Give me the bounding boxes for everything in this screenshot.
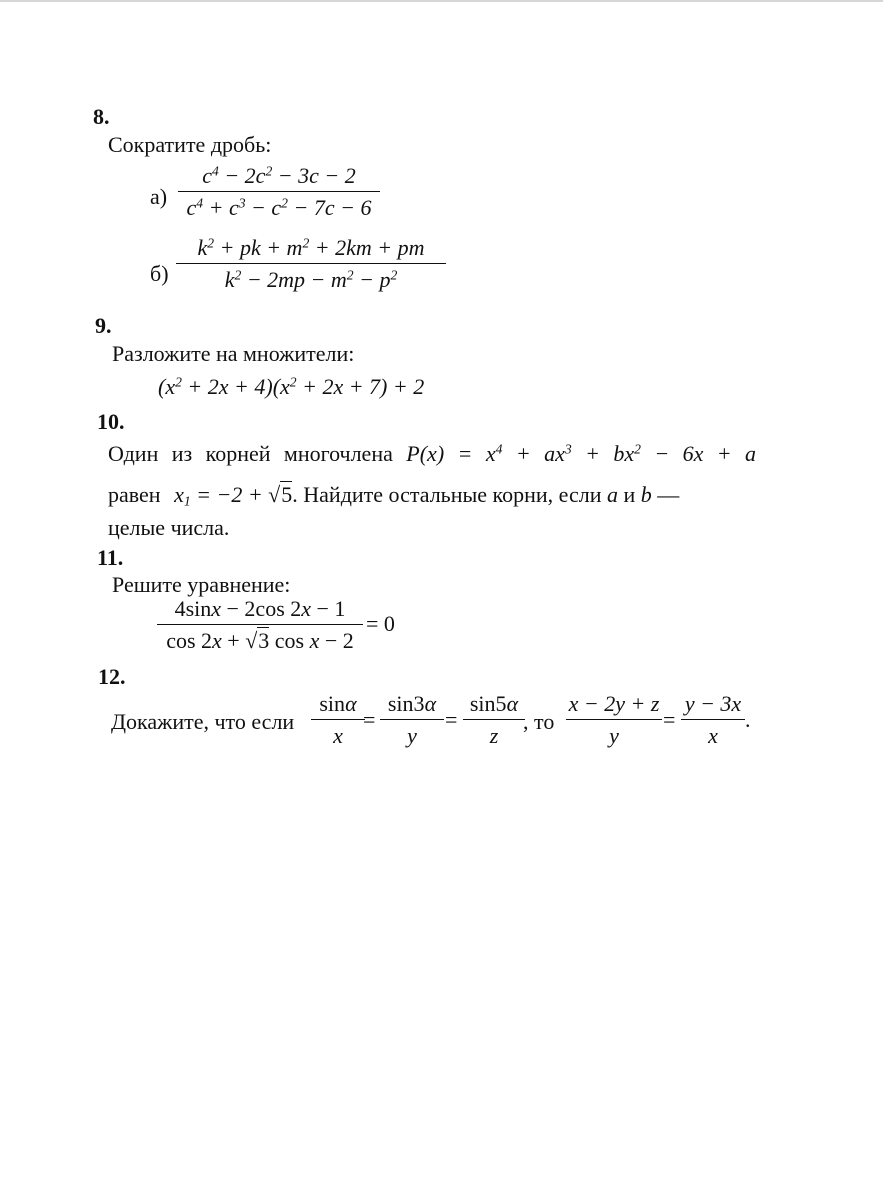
problem-12-connector: , то <box>523 709 555 734</box>
fraction-denominator: x <box>333 723 343 749</box>
problem-12-end-period: . <box>745 707 751 732</box>
problem-10-polynomial: $P(x) = x^4 + ax^3 + bx^2 - 6x + a$ <box>406 441 757 466</box>
fraction-bar <box>157 624 363 625</box>
problem-12-number: 12. <box>98 664 126 689</box>
fraction-bar <box>566 719 662 720</box>
fraction-bar <box>681 719 745 720</box>
problem-11-prompt: Решите уравнение: <box>112 572 291 597</box>
problem-12-fraction-3 <box>463 691 525 750</box>
equals-sign: = <box>663 707 676 732</box>
problem-8b-denominator: $k^2 - 2mp - m^2 - p^2$ <box>224 267 398 293</box>
fraction-bar <box>463 719 525 720</box>
dash: — <box>657 482 680 507</box>
problem-12-prompt: Докажите, что если <box>111 709 295 734</box>
problem-12-fraction-5 <box>681 691 745 750</box>
problem-12-fraction-4 <box>566 691 662 750</box>
problem-8b-numerator: $k^2$ + pk + $m^2 + 2km$ + pm <box>197 235 425 260</box>
problem-8b-label: б) <box>150 261 169 286</box>
fraction-bar <box>178 191 380 192</box>
fraction-denominator: y <box>407 723 417 749</box>
problem-10-line-1 <box>108 441 756 466</box>
problem-11-number: 11. <box>97 545 124 570</box>
problem-9-prompt: Разложите на множители: <box>112 341 355 366</box>
fraction-bar <box>176 263 446 264</box>
problem-8a-fraction <box>178 163 380 222</box>
problem-12-fraction-2 <box>380 691 444 750</box>
problem-8a-numerator: $c^4 - 2c^2 - 3c - 2$ <box>202 163 356 188</box>
problem-8a-denominator: $c^4 + c^3 - c^2 - 7c - 6$ <box>186 195 372 221</box>
fraction-numerator: sin5α <box>469 691 519 716</box>
problem-10-text-2: равен <box>108 482 161 507</box>
problem-10-line-2 <box>108 482 679 507</box>
fraction-bar <box>311 719 365 720</box>
problem-10-text-1: Один из корней многочлена <box>108 441 393 466</box>
conjunction-and: и <box>623 482 636 507</box>
equals-sign: = <box>363 707 376 732</box>
problem-9-number: 9. <box>95 313 112 338</box>
equals-sign: = <box>445 707 458 732</box>
variable-a: a <box>606 482 618 507</box>
problem-9-expression: $(x^2 + 2x + 4)(x^2 + 2x + 7) + 2$ <box>158 374 425 399</box>
problem-11-numerator: 4sinx − 2cos 2x − 1 <box>174 596 346 621</box>
problem-8a-label: а) <box>150 184 168 209</box>
problem-10-number: 10. <box>97 409 125 434</box>
scan-edge-line <box>0 0 883 2</box>
fraction-denominator: z <box>489 723 499 749</box>
problem-8-number: 8. <box>93 104 110 129</box>
fraction-numerator: x − 2y + z <box>568 691 660 716</box>
fraction-denominator: y <box>609 723 619 749</box>
problem-10-text-3: . Найдите остальные корни, если <box>292 482 602 507</box>
problem-11-denominator: cos 2x + √3 cos x − 2 <box>166 628 354 654</box>
fraction-numerator: sin3α <box>387 691 437 716</box>
problem-8-prompt: Сократите дробь: <box>108 132 272 157</box>
variable-b: b <box>640 482 652 507</box>
fraction-numerator: sinα <box>319 691 357 716</box>
fraction-numerator: y − 3x <box>684 691 742 716</box>
problem-12-fraction-1 <box>311 691 365 750</box>
problem-11-fraction <box>157 596 363 655</box>
problem-10-root: $x_1 = -2 + √5$ <box>174 482 293 509</box>
problem-8b-fraction <box>176 235 446 294</box>
problem-11-rhs: = 0 <box>366 611 395 636</box>
fraction-denominator: x <box>708 723 718 749</box>
fraction-bar <box>380 719 444 720</box>
problem-10-text-4: целые числа. <box>108 515 230 540</box>
